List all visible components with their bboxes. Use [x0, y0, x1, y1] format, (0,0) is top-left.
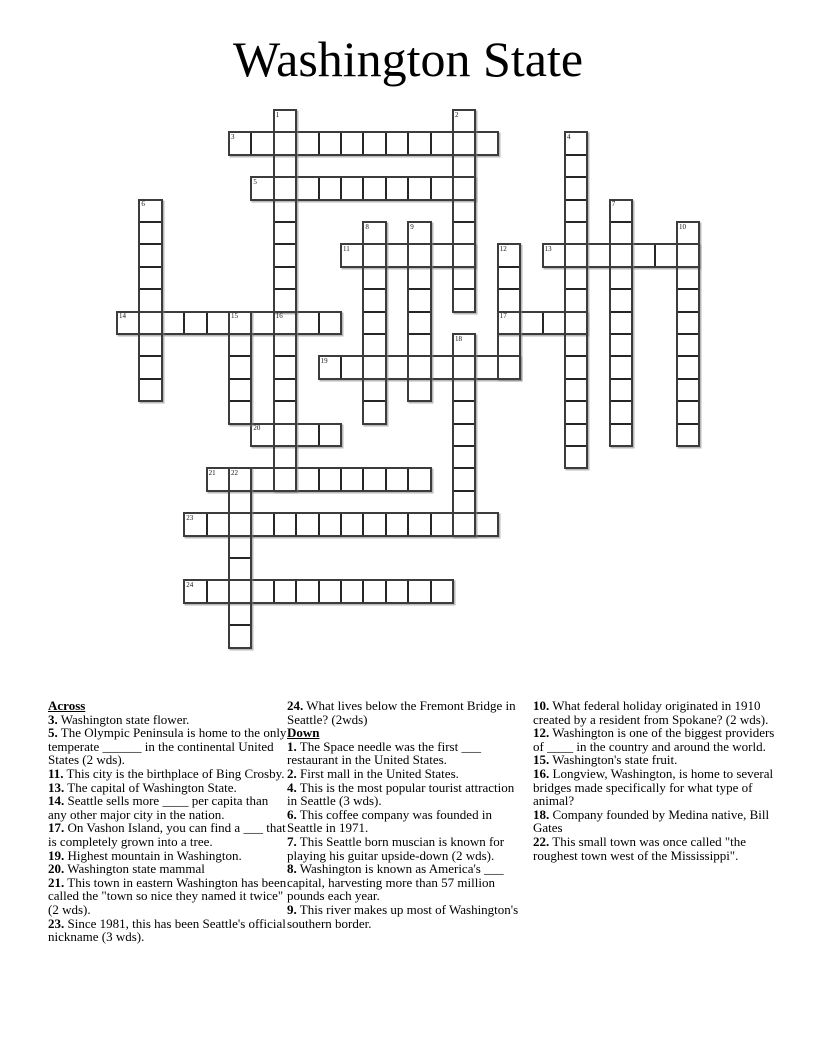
clue-down-7: 7. This Seattle born muscian is known for playing his guitar upside-down (2 wds). [287, 833, 505, 863]
clue-down-1: 1. The Space needle was the first ___ restaurant in the United States. [287, 738, 481, 768]
grid-number-6: 6 [141, 200, 145, 209]
clue-down-22: 22. This small town was once called "the roughest town west of the Mississippi". [533, 833, 747, 863]
grid-cell [363, 177, 385, 199]
clue-number-label: 10. [533, 698, 550, 713]
grid-number-24: 24 [186, 580, 194, 589]
grid-cell [677, 424, 699, 446]
grid-cell [139, 334, 161, 356]
grid-cell [677, 267, 699, 289]
grid-cell [610, 222, 632, 244]
clue-down-2: 2. First mall in the United States. [287, 765, 459, 781]
grid-cell [274, 513, 296, 535]
grid-cell [296, 580, 318, 602]
grid-number-10: 10 [679, 222, 686, 231]
grid-cell [543, 312, 565, 334]
grid-cell [431, 356, 453, 378]
grid-number-22: 22 [231, 468, 238, 477]
grid-cell [475, 132, 497, 154]
grid-cell [565, 401, 587, 423]
grid-number-20: 20 [253, 424, 261, 433]
grid-cell [296, 468, 318, 490]
clue-across-13: 13. The capital of Washington State. [48, 779, 237, 795]
grid-cell [408, 289, 430, 311]
clue-across-14: 14. Seattle sells more ____ per capita than any other major city in the nation. [48, 793, 269, 822]
grid-cell [520, 312, 542, 334]
grid-cell [296, 513, 318, 535]
grid-cell [386, 244, 408, 266]
grid-cell [363, 513, 385, 535]
grid-cell [229, 401, 251, 423]
clue-across-3: 3. Washington state flower. [48, 711, 190, 727]
grid-number-18: 18 [455, 334, 462, 343]
clue-number-label: 11. [48, 765, 64, 781]
grid-number-8: 8 [365, 222, 369, 231]
grid-cell [319, 580, 341, 602]
grid-number-2: 2 [455, 110, 459, 119]
grid-cell [341, 132, 363, 154]
clue-down-12: 12. Washington is one of the biggest providers of ____ in the country and around the world. [533, 725, 775, 754]
grid-cell [319, 468, 341, 490]
grid-cell [610, 401, 632, 423]
grid-cell [408, 312, 430, 334]
grid-cell [677, 334, 699, 356]
grid-cell [453, 468, 475, 490]
clue-down-10: 10. What federal holiday originated in 1910 created by a resident from Spokane? (2 wds). [533, 698, 769, 727]
grid-cell [408, 580, 430, 602]
clue-number-label: 24. [287, 698, 304, 713]
grid-cell [274, 222, 296, 244]
grid-cell [296, 132, 318, 154]
clue-number-label: 18. [533, 806, 550, 822]
grid-cell [610, 244, 632, 266]
grid-cell [229, 536, 251, 558]
clue-down-4: 4. This is the most popular tourist attraction in Seattle (3 wds). [287, 779, 515, 809]
grid-cell [677, 356, 699, 378]
grid-cell [565, 334, 587, 356]
grid-cell [251, 580, 273, 602]
grid-cell [587, 244, 609, 266]
grid-cell [565, 267, 587, 289]
grid-cell [207, 312, 229, 334]
clue-number-label: 23. [48, 915, 65, 931]
grid-cell [341, 356, 363, 378]
grid-cell [453, 289, 475, 311]
grid-cell [184, 312, 206, 334]
clue-number-label: 22. [533, 833, 550, 849]
grid-cell [408, 379, 430, 401]
grid-cell [453, 356, 475, 378]
clue-number-label: 20. [48, 861, 65, 877]
grid-cell [453, 155, 475, 177]
grid-cell [408, 513, 430, 535]
grid-cell [453, 401, 475, 423]
grid-cell [408, 356, 430, 378]
clue-number-label: 8. [287, 861, 297, 877]
clue-across-21: 21. This town in eastern Washington has been called the "town so nice they named it twice" (2 wds). [48, 874, 287, 917]
grid-cell [274, 155, 296, 177]
grid-number-5: 5 [253, 177, 257, 186]
grid-cell [610, 379, 632, 401]
clue-across-19: 19. Highest mountain in Washington. [48, 847, 242, 863]
grid-cell [274, 424, 296, 446]
clue-across-5: 5. The Olympic Peninsula is home to the only temperate ______ in the continental United States (2 wds). [48, 725, 287, 768]
grid-cell [453, 132, 475, 154]
down-section-header: Down [287, 725, 320, 741]
clue-number-label: 17. [48, 820, 65, 836]
grid-cell [408, 267, 430, 289]
grid-number-19: 19 [320, 356, 328, 365]
grid-number-1: 1 [275, 110, 280, 119]
clue-down-18: 18. Company founded by Medina native, Bill Gates [533, 806, 770, 836]
grid-cell [274, 356, 296, 378]
grid-cell [498, 267, 520, 289]
grid-cell [565, 446, 587, 468]
grid-cell [453, 491, 475, 513]
grid-cell [565, 222, 587, 244]
grid-cell [363, 356, 385, 378]
grid-cell [363, 312, 385, 334]
clue-number-label: 3. [48, 711, 58, 727]
grid-cell [498, 289, 520, 311]
grid-cell [565, 424, 587, 446]
grid-cell [363, 289, 385, 311]
grid-cell [475, 356, 497, 378]
grid-cell [139, 356, 161, 378]
grid-cell [677, 312, 699, 334]
grid-cell [431, 244, 453, 266]
across-section-header: Across [48, 698, 86, 713]
clue-number-label: 5. [48, 725, 58, 741]
grid-cell [431, 580, 453, 602]
grid-cell [229, 379, 251, 401]
grid-cell [363, 401, 385, 423]
grid-cell [610, 267, 632, 289]
grid-cell [274, 468, 296, 490]
clue-across-23: 23. Since 1981, this has been Seattle's official nickname (3 wds). [48, 915, 286, 945]
clue-number-label: 12. [533, 725, 550, 741]
grid-cell [386, 580, 408, 602]
grid-cell [274, 334, 296, 356]
grid-cell [386, 513, 408, 535]
grid-number-9: 9 [410, 222, 414, 231]
grid-number-13: 13 [544, 244, 552, 253]
grid-cell [453, 267, 475, 289]
clue-column-3 [533, 699, 781, 862]
grid-number-12: 12 [499, 244, 507, 253]
grid-cell [274, 289, 296, 311]
clue-number-label: 19. [48, 847, 65, 863]
grid-cell [610, 334, 632, 356]
grid-cell [274, 177, 296, 199]
grid-number-23: 23 [186, 513, 194, 522]
grid-cell [207, 580, 229, 602]
grid-cell [677, 244, 699, 266]
grid-cell [319, 424, 341, 446]
grid-cell [229, 356, 251, 378]
grid-cell [677, 401, 699, 423]
grid-cell [229, 334, 251, 356]
grid-number-21: 21 [208, 468, 216, 477]
clue-number-label: 13. [48, 779, 65, 795]
grid-number-16: 16 [275, 312, 283, 321]
clue-number-label: 1. [287, 738, 297, 754]
clue-number-label: 16. [533, 765, 550, 781]
clue-number-label: 2. [287, 765, 297, 781]
grid-cell [475, 513, 497, 535]
grid-cell [655, 244, 677, 266]
grid-cell [363, 267, 385, 289]
grid-cell [453, 200, 475, 222]
grid-cell [139, 379, 161, 401]
grid-cell [386, 356, 408, 378]
grid-cell [274, 446, 296, 468]
grid-cell [229, 513, 251, 535]
grid-cell [274, 132, 296, 154]
grid-cell [386, 468, 408, 490]
clue-across-20: 20. Washington state mammal [48, 861, 205, 877]
grid-cell [408, 132, 430, 154]
grid-cell [565, 200, 587, 222]
grid-cell [363, 468, 385, 490]
grid-cell [408, 244, 430, 266]
grid-cell [363, 334, 385, 356]
grid-cell [162, 312, 184, 334]
grid-cell [319, 513, 341, 535]
grid-cell [319, 132, 341, 154]
grid-cell [229, 625, 251, 647]
grid-cell [386, 177, 408, 199]
grid-cell [431, 177, 453, 199]
grid-cell [408, 334, 430, 356]
grid-cell [565, 155, 587, 177]
grid-cell [251, 132, 273, 154]
grid-cell [363, 580, 385, 602]
grid-cell [274, 401, 296, 423]
grid-number-3: 3 [231, 132, 235, 141]
grid-cell [453, 177, 475, 199]
grid-cell [274, 379, 296, 401]
grid-cell [453, 222, 475, 244]
grid-cell [363, 132, 385, 154]
grid-cell [610, 424, 632, 446]
grid-cell [274, 267, 296, 289]
clue-down-15: 15. Washington's state fruit. [533, 752, 678, 768]
clue-number-label: 7. [287, 833, 297, 849]
clue-across-17: 17. On Vashon Island, you can find a ___ that is completely grown into a tree. [48, 820, 286, 849]
grid-cell [453, 379, 475, 401]
grid-number-14: 14 [119, 312, 126, 321]
clue-number-label: 15. [533, 752, 550, 768]
grid-cell [363, 379, 385, 401]
grid-cell [229, 558, 251, 580]
grid-cell [408, 468, 430, 490]
grid-number-17: 17 [499, 312, 507, 321]
grid-cell [677, 379, 699, 401]
clue-down-9: 9. This river makes up most of Washington's southern border. [287, 901, 519, 931]
clue-across-24: 24. What lives below the Fremont Bridge in Seattle? (2wds) [287, 698, 516, 727]
grid-cell [677, 289, 699, 311]
grid-cell [453, 446, 475, 468]
grid-cell [565, 289, 587, 311]
grid-cell [565, 312, 587, 334]
grid-number-4: 4 [567, 132, 571, 141]
grid-cell [386, 132, 408, 154]
grid-cell [453, 513, 475, 535]
grid-cell [498, 356, 520, 378]
grid-cell [431, 513, 453, 535]
grid-cell [453, 244, 475, 266]
grid-cell [139, 244, 161, 266]
grid-cell [139, 312, 161, 334]
clue-number-label: 9. [287, 901, 297, 917]
grid-cell [229, 580, 251, 602]
grid-cell [139, 289, 161, 311]
grid-cell [565, 177, 587, 199]
grid-cell [408, 177, 430, 199]
grid-cell [341, 513, 363, 535]
clue-number-label: 6. [287, 806, 297, 822]
clue-number-label: 21. [48, 874, 65, 890]
grid-cell [139, 267, 161, 289]
grid-cell [251, 468, 273, 490]
grid-cell [341, 580, 363, 602]
grid-cell [296, 424, 318, 446]
clue-across-11: 11. This city is the birthplace of Bing Crosby. [48, 765, 285, 781]
grid-cell [319, 177, 341, 199]
grid-cell [363, 244, 385, 266]
grid-cell [251, 513, 273, 535]
grid-cell [274, 580, 296, 602]
grid-cell [431, 132, 453, 154]
grid-cell [207, 513, 229, 535]
grid-cell [632, 244, 654, 266]
grid-number-7: 7 [611, 200, 616, 209]
grid-cell [610, 289, 632, 311]
clue-down-16: 16. Longview, Washington, is home to several bridges made specifically for what type of animal? [533, 765, 774, 809]
grid-cell [565, 244, 587, 266]
grid-number-15: 15 [231, 312, 238, 321]
grid-cell [319, 312, 341, 334]
grid-cell [296, 312, 318, 334]
grid-cell [229, 491, 251, 513]
clue-column-2 [287, 699, 527, 930]
grid-cell [565, 356, 587, 378]
grid-cell [610, 356, 632, 378]
grid-number-11: 11 [343, 244, 350, 253]
clue-down-8: 8. Washington is known as America's ___ capital, harvesting more than 57 million pounds each year. [287, 861, 504, 904]
clue-down-6: 6. This coffee company was founded in Seattle in 1971. [287, 806, 492, 836]
grid-cell [453, 424, 475, 446]
grid-cell [274, 200, 296, 222]
clue-column-1 [48, 699, 288, 944]
clue-number-label: 14. [48, 793, 65, 809]
grid-cell [498, 334, 520, 356]
grid-cell [229, 603, 251, 625]
grid-cell [565, 379, 587, 401]
grid-cell [139, 222, 161, 244]
grid-cell [341, 468, 363, 490]
clue-number-label: 4. [287, 779, 297, 795]
page-title: Washington State [232, 31, 584, 87]
grid-cell [251, 312, 273, 334]
grid-cell [296, 177, 318, 199]
grid-cell [610, 312, 632, 334]
grid-cell [341, 177, 363, 199]
grid-cell [274, 244, 296, 266]
